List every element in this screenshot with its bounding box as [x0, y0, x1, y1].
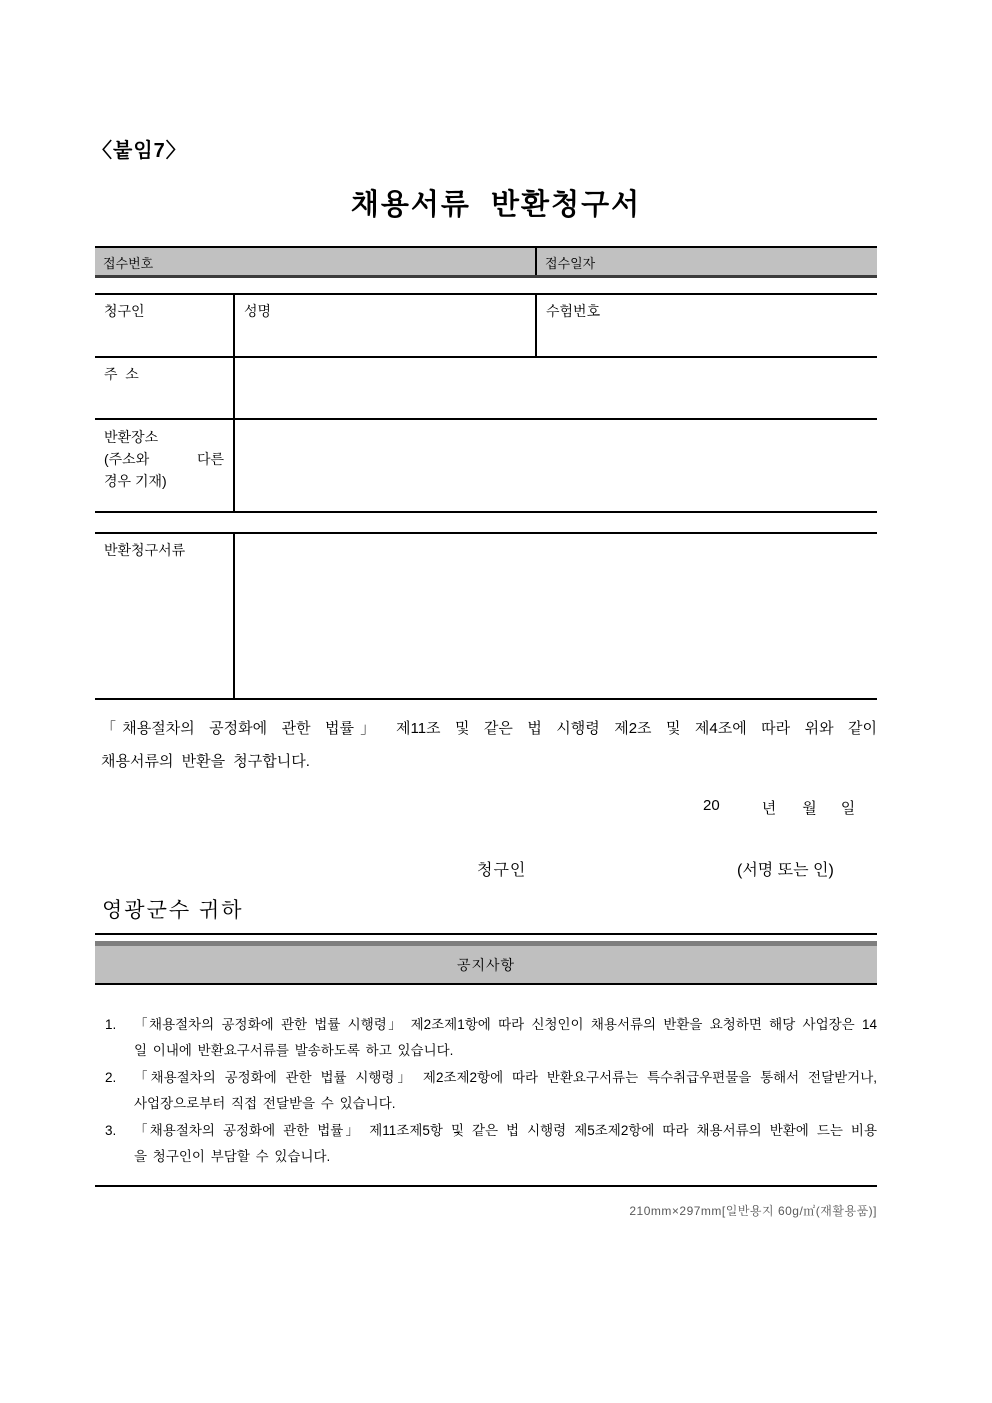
notice-item-3-line2: 을 청구인이 부담할 수 있습니다. — [134, 1149, 331, 1164]
exam-number-label: 수험번호 — [546, 303, 601, 319]
receipt-header-table — [95, 246, 877, 278]
recipient-title: 영광군수 귀하 — [102, 899, 244, 922]
divider-above-footer — [95, 1185, 877, 1187]
attachment-label: 〈붙임7〉 — [92, 140, 187, 162]
return-place-label — [95, 420, 233, 511]
return-place-label-line1: 반환장소 — [104, 429, 159, 445]
date-year-prefix: 20 — [703, 797, 720, 814]
declaration-line2: 채용서류의 반환을 청구합니다. — [101, 753, 310, 770]
notice-item-1 — [95, 1012, 877, 1064]
notice-item-1-text — [127, 1012, 877, 1064]
notice-item-3-number: 3. — [105, 1123, 117, 1138]
notice-item-1-number: 1. — [105, 1017, 117, 1032]
table-row-return-place — [95, 420, 877, 513]
applicant-table — [95, 293, 877, 513]
page-title: 채용서류 반환청구서 — [350, 189, 642, 221]
notice-item-2 — [95, 1065, 877, 1117]
exam-number-cell[interactable] — [535, 295, 877, 356]
notice-item-3-line1: 「채용절차의 공정화에 관한 법률」 제11조제5항 및 같은 법 시행령 제5조제2항에 따라 채용서류의 반환에 드는 비용 — [134, 1123, 877, 1138]
notice-header-bar — [95, 941, 877, 985]
address-label: 주 소 — [104, 366, 139, 382]
table-row-address — [95, 358, 877, 420]
address-value-area[interactable] — [233, 358, 877, 418]
notice-item-1-line2: 일 이내에 반환요구서류를 발송하도록 하고 있습니다. — [134, 1043, 454, 1058]
paper-spec-note: 210mm×297mm[일반용지 60g/㎡(재활용품)] — [629, 1204, 877, 1218]
return-place-label-line3: 경우 기재) — [104, 473, 167, 489]
notice-item-3-text — [127, 1118, 877, 1170]
date-line — [703, 797, 855, 818]
table-row-claimant — [95, 295, 877, 358]
date-day-label: 일 — [840, 800, 856, 817]
return-documents-value-area[interactable] — [233, 534, 877, 698]
date-month-label: 월 — [802, 800, 817, 817]
receipt-date-label: 접수일자 — [545, 256, 596, 271]
declaration-line1: 「채용절차의 공정화에 관한 법률」 제11조 및 같은 법 시행령 제2조 및 제4조에 따라 위와 같이 — [101, 720, 877, 737]
claimant-label: 청구인 — [104, 303, 145, 319]
receipt-number-cell[interactable] — [95, 248, 535, 275]
notice-item-2-line1: 「채용절차의 공정화에 관한 법률 시행령」 제2조제2항에 따라 반환요구서류는 특수취급우편물을 통해서 전달받거나, — [134, 1070, 877, 1085]
declaration-paragraph — [95, 712, 877, 778]
notice-item-3 — [95, 1118, 877, 1170]
notice-item-2-text — [127, 1065, 877, 1117]
receipt-number-label: 접수번호 — [103, 256, 154, 271]
return-documents-label: 반환청구서류 — [104, 542, 186, 558]
signature-seal-note: (서명 또는 인) — [737, 862, 834, 879]
signature-claimant-label: 청구인 — [477, 862, 527, 879]
notice-item-2-number: 2. — [105, 1070, 117, 1085]
return-documents-table — [95, 532, 877, 700]
notice-header-label: 공지사항 — [456, 956, 516, 973]
notice-item-1-line1: 「채용절차의 공정화에 관한 법률 시행령」 제2조제1항에 따라 신청인이 채용서류의 반환을 요청하면 해당 사업장은 14 — [134, 1017, 877, 1032]
return-place-label-line2: (주소와 다른 — [104, 451, 224, 467]
name-label: 성명 — [244, 303, 272, 319]
notice-bar-body — [95, 946, 877, 985]
date-year-label: 년 — [761, 800, 777, 817]
divider-above-notice — [95, 933, 877, 935]
receipt-date-cell[interactable] — [535, 248, 877, 275]
notice-item-2-line2: 사업장으로부터 직접 전달받을 수 있습니다. — [134, 1096, 396, 1111]
name-cell[interactable] — [233, 295, 535, 356]
return-place-value-area[interactable] — [233, 420, 877, 511]
notice-list — [95, 1012, 877, 1171]
